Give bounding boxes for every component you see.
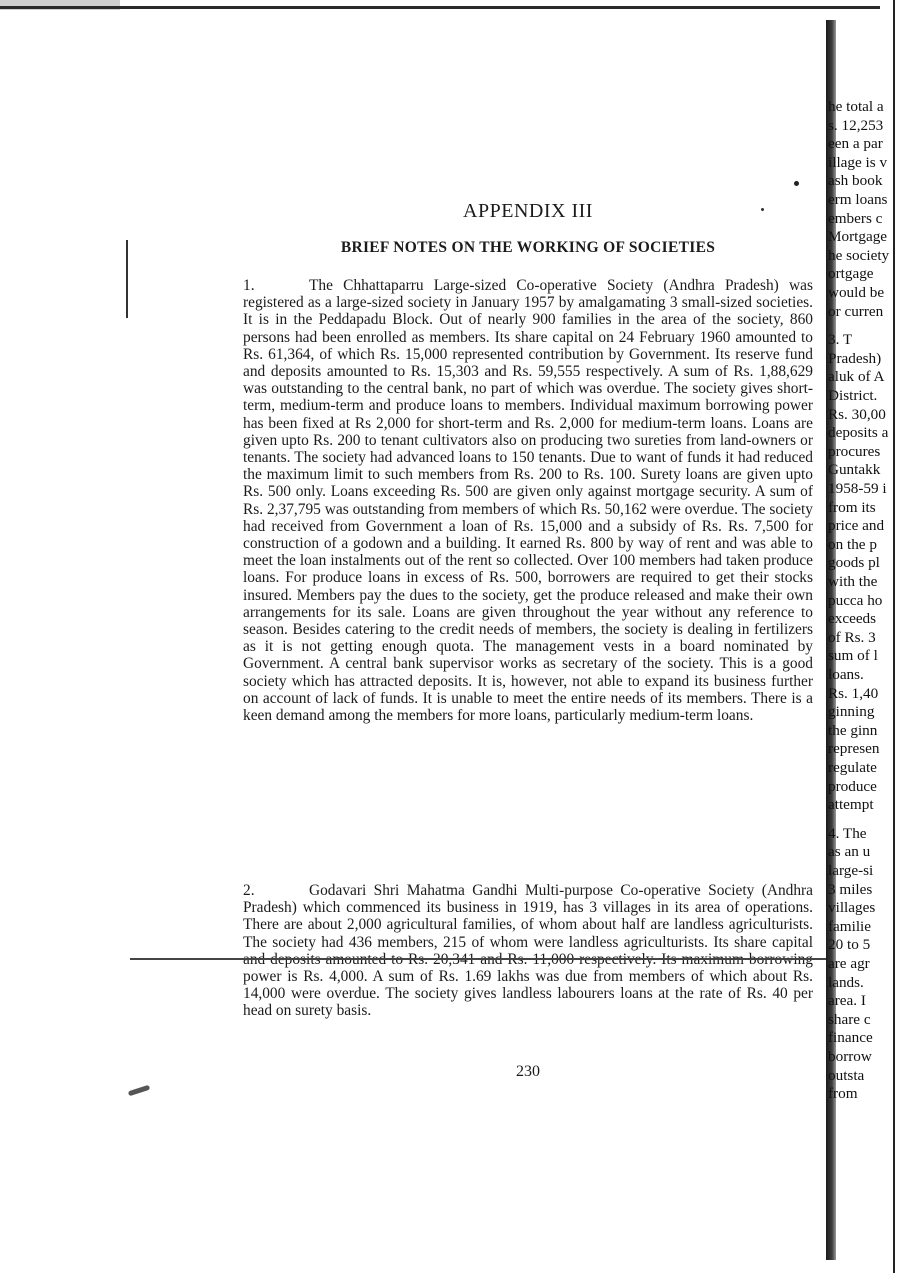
paragraph-text: The Chhattaparru Large-sized Co-operative Society (Andhra Pradesh) was registered as a large-sized society in January 1957 by amalgamating 3 small-sized societies. It is in the Peddapadu Block. Out of nearly 900 families in the area of the society, 860 persons had been enrolled as members. Its share capital on 24 February 1960 amounted to Rs. 61,364, of which Rs. 15,000 represented contribution by Government. Its reserve fund and deposits amounted to Rs. 15,303 and Rs. 59,555 respectively. A sum of Rs. 1,88,629 was outstanding to the central bank, no part of which was overdue. The society gives short-term, medium-term and produce loans to members. Individual maximum borrowing power has been fixed at Rs 2,000 for short-term and Rs. 2,000 for medium-term loans. Loans are given upto Rs. 200 to tenant cultivators also on producing two sureties from land-owners or tenants. The society had advanced loans to 150 tenants. Due to want of funds it had reduced the maximum limit to such members from Rs. 200 to Rs. 100. Surety loans are given upto Rs. 500 only. Loans exceeding Rs. 500 are given only against mortgage security. A sum of Rs. 2,37,795 was outstanding from members of which Rs. 50,162 were overdue. The society had received from Government a loan of Rs. 15,000 and a subsidy of Rs. Rs. 7,500 for construction of a godown and a building. It earned Rs. 800 by way of rent and was able to meet the loan instalments out of the rent so collected. Over 100 members had taken produce loans. For produce loans in excess of Rs. 500, borrowers are required to get their stocks insured. Members pay the dues to the society, get the produce released and make their own arrangements for its sale. Loans are given throughout the year without any reference to season. Besides catering to the credit needs of members, the society is dealing in fertilizers as it is not getting enough quota. The management vests in a board nominated by Government. A central bank supervisor works as secretary of the society. This is a good society which has attracted deposits. It is, however, not able to expand its business further on account of lack of funds. It is unable to meet the entire needs of its members. There is a keen demand among the members for more loans, particularly medium-term loans. — [243, 277, 813, 725]
appendix-title: APPENDIX III — [463, 200, 593, 222]
facing-page-line: ginning — [828, 703, 875, 721]
paragraph-number: 1. — [243, 277, 255, 294]
facing-page-line: price and — [828, 517, 885, 535]
facing-page-line: outsta — [828, 1066, 865, 1084]
facing-page-line: from its — [828, 498, 876, 516]
facing-page-line: embers c — [828, 209, 883, 227]
facing-page-line: illage is v — [828, 153, 888, 171]
facing-page-line: procures — [828, 442, 881, 460]
facing-page-line: Guntakk — [828, 461, 881, 479]
facing-page-line: sum of l — [828, 647, 878, 665]
facing-page-line: represen — [828, 740, 880, 758]
facing-page-line: 3. T — [828, 331, 853, 349]
facing-page-edge — [893, 0, 895, 1273]
facing-page-line: would be — [828, 284, 885, 301]
facing-page-line: familie — [828, 917, 872, 935]
facing-page-line: exceeds — [828, 610, 877, 628]
facing-page-line: een a par — [828, 135, 883, 153]
facing-page-line: borrow — [828, 1048, 872, 1065]
facing-page-line: ash book — [828, 172, 883, 190]
facing-page-line: of Rs. 3 — [828, 628, 876, 646]
facing-page-line: large-si — [828, 862, 874, 879]
facing-page-line: aluk of A — [828, 368, 885, 386]
facing-page-line: produce — [828, 777, 877, 795]
scan-speck — [794, 181, 799, 186]
facing-page-line: regulate — [828, 759, 877, 776]
facing-page-line: he society — [828, 246, 890, 264]
facing-page-line: District. — [828, 387, 878, 404]
facing-page-line: are agr — [828, 955, 870, 972]
facing-page-line: finance — [828, 1029, 873, 1047]
facing-page-line: deposits a — [828, 424, 889, 442]
section-title: BRIEF NOTES ON THE WORKING OF SOCIETIES — [340, 239, 716, 256]
facing-page-line: or curren — [828, 302, 884, 320]
facing-page-line: Mortgage — [828, 228, 888, 246]
paragraph-number: 2. — [243, 882, 255, 899]
facing-page-line: with the — [828, 573, 878, 590]
facing-page-line: Pradesh) — [828, 349, 882, 367]
facing-page-line: s. 12,253 — [828, 116, 884, 134]
paragraph-2 — [243, 882, 813, 1020]
top-page-rule — [0, 6, 880, 9]
paragraph-text: Godavari Shri Mahatma Gandhi Multi-purpose Co-operative Society (Andhra Pradesh) which commenced its business in 1919, has 3 villages in its area of operations. There are about 2,000 agricultural families, of whom about half are landless agriculturists. The society had 436 members, 215 of whom were landless agriculturists. Its share capital power is Rs. 4,000. A sum of Rs. 1.69 lakhs was due from members of which about Rs. 14,000 were overdue. The society gives landless labourers loans at the rate of Rs. 40 per head on surety basis. — [243, 882, 813, 1020]
facing-page-line: Rs. 30,00 — [828, 405, 886, 423]
scan-smudge — [128, 1085, 150, 1097]
facing-page-line: 20 to 5 — [828, 936, 871, 954]
facing-page-line: share c — [828, 1010, 871, 1028]
facing-page-line: 3 miles — [828, 880, 873, 898]
facing-page-line: 4. The — [828, 824, 867, 842]
paragraph-1 — [243, 277, 813, 724]
page-number: 230 — [516, 1063, 540, 1080]
facing-page-line: the ginn — [828, 721, 878, 739]
facing-page-line: Rs. 1,40 — [828, 684, 879, 702]
facing-page-line: attempt — [828, 796, 874, 814]
facing-page-line: ortgage — [828, 265, 874, 283]
facing-page-line: loans. — [828, 666, 864, 683]
facing-page-line: from — [828, 1085, 858, 1103]
bottom-page-rule — [130, 958, 830, 960]
facing-page-line: erm loans — [828, 191, 888, 208]
facing-page-line: lands. — [828, 973, 864, 991]
facing-page-line: 1958-59 i — [828, 480, 887, 497]
facing-page-line: on the p — [828, 535, 877, 553]
facing-page-line: as an u — [828, 843, 871, 861]
facing-page-line: goods pl — [828, 554, 880, 572]
facing-page-line: villages — [828, 899, 876, 917]
facing-page-line: pucca ho — [828, 591, 883, 609]
facing-page-line: he total a — [828, 98, 884, 115]
facing-page-line: area. I — [828, 992, 866, 1010]
margin-mark — [126, 240, 128, 318]
